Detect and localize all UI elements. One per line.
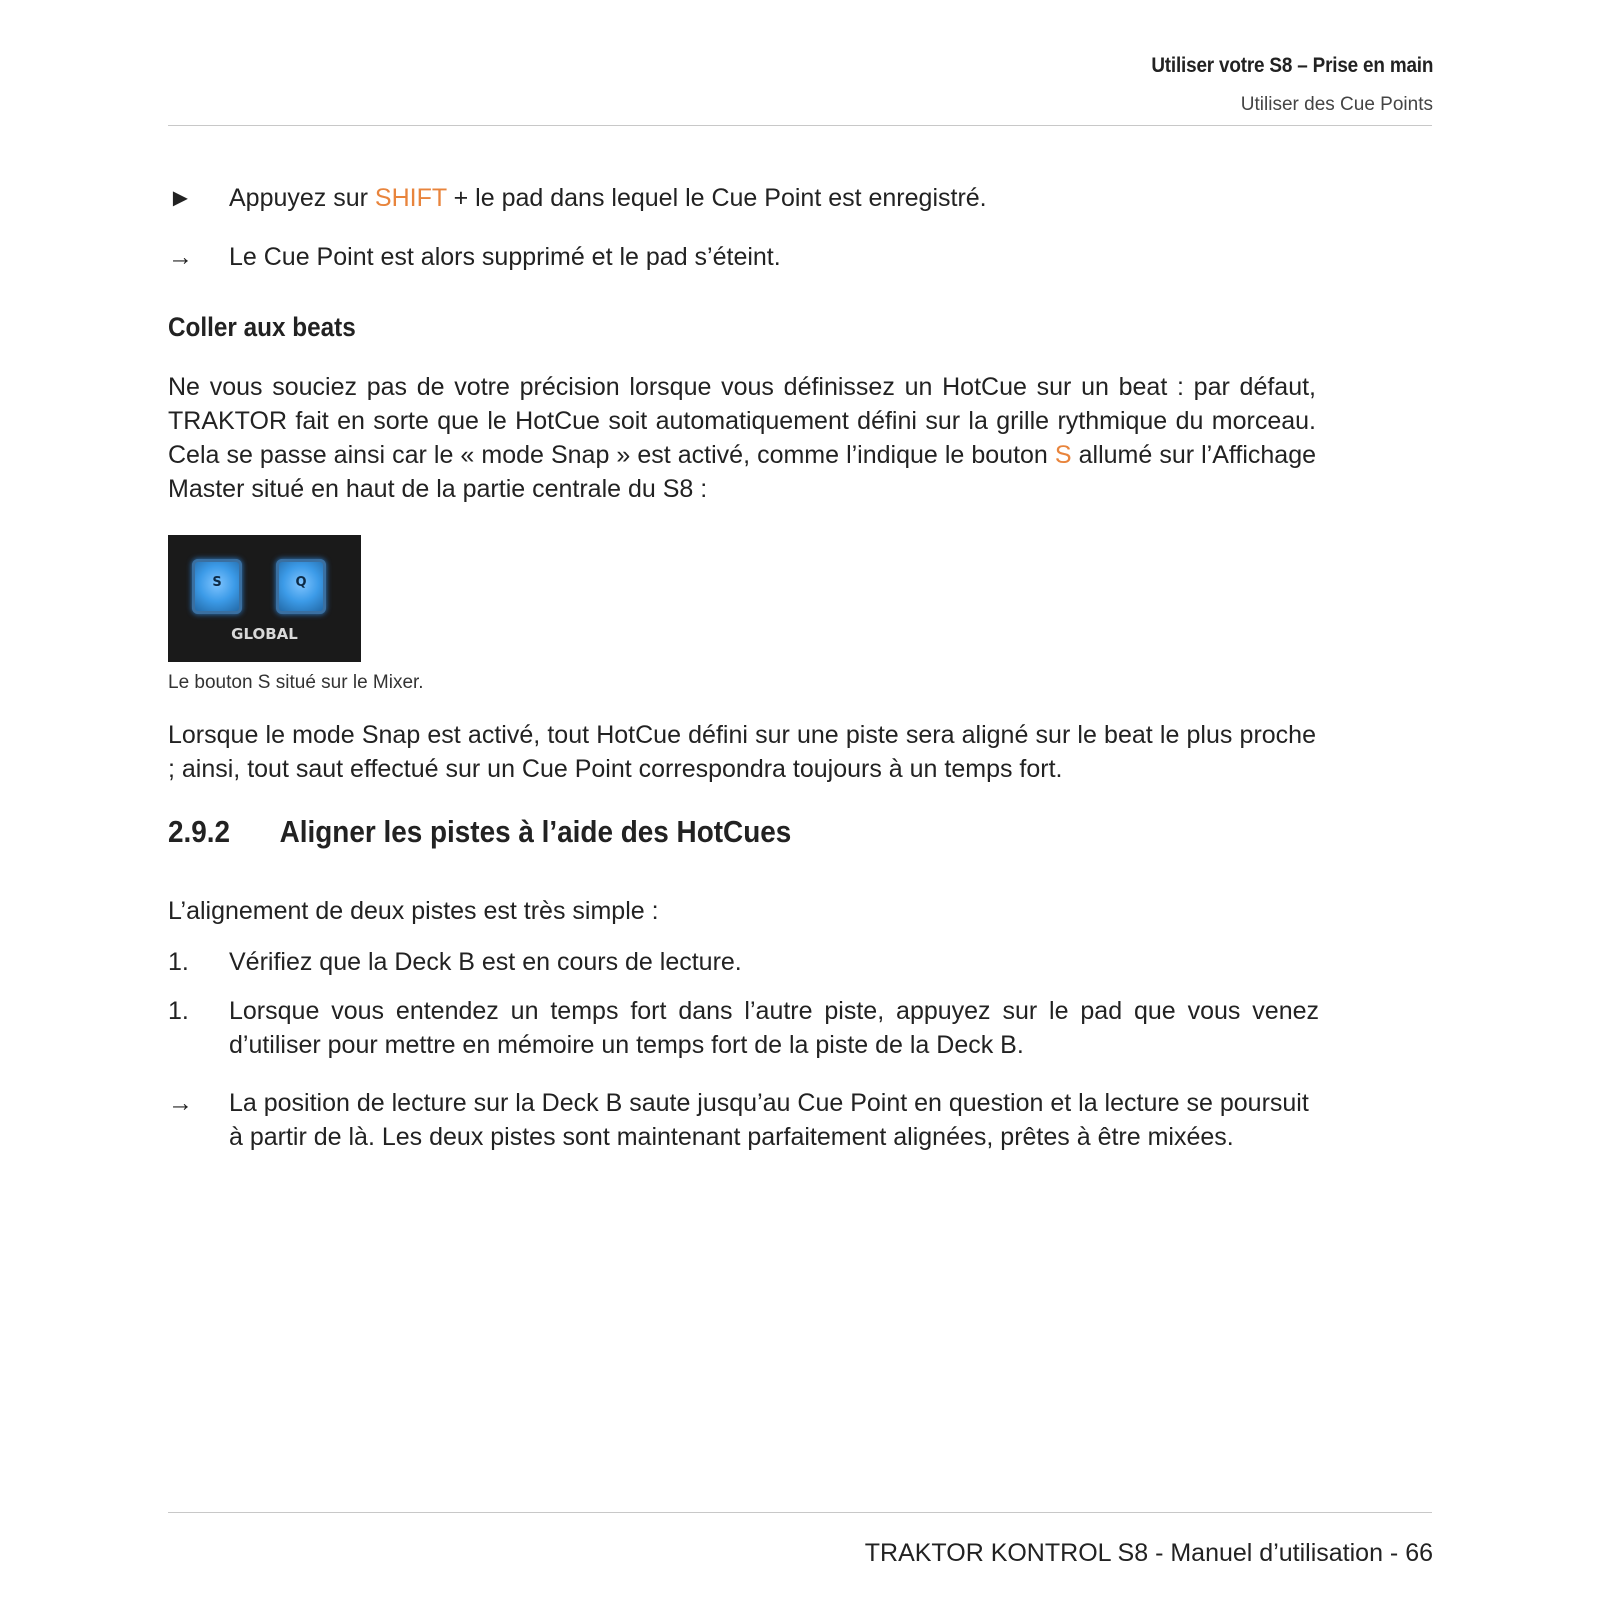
list-item: Vérifiez que la Deck B est en cours de lecture. <box>229 948 742 976</box>
snap-paragraph: Ne vous souciez pas de votre précision lorsque vous définissez un HotCue sur un beat : par défaut, TRAKTOR fait en sorte que le HotCue soit automatiquement défini sur la grille rythmique du morceau. Cela se passe ainsi car le « mode Snap » est activé, comme l’indique le bouton S allumé sur l’Affichage Master situé en haut de la partie centrale du S8 : <box>168 373 1316 503</box>
list-item: Lorsque vous entendez un temps fort dans l’autre piste, appuyez sur le pad que vous venez d’utiliser pour mettre en mémoire un temps fort de la piste de la Deck B. <box>229 997 1319 1059</box>
footer-divider <box>168 1512 1432 1513</box>
page-footer: TRAKTOR KONTROL S8 - Manuel d’utilisation - 66 <box>864 1539 1433 1567</box>
running-header-subtitle: Utiliser des Cue Points <box>1240 94 1433 115</box>
section-number: 2.9.2 <box>168 814 231 849</box>
step-result: Le Cue Point est alors supprimé et le pad s’éteint. <box>229 243 781 271</box>
global-buttons-figure <box>168 535 361 662</box>
snap-button-image: S <box>192 559 242 614</box>
list-result: La position de lecture sur la Deck B saute jusqu’au Cue Point en question et la lecture se poursuit à partir de là. Les deux pistes sont maintenant parfaitement alignées, prêtes à être mixées. <box>229 1089 1309 1151</box>
step-arrow-marker: ► <box>168 184 193 212</box>
list-marker: 1. <box>168 997 189 1025</box>
shift-key-label: SHIFT <box>374 184 447 212</box>
running-header-title: Utiliser votre S8 – Prise en main <box>1151 54 1433 77</box>
section-heading-align <box>168 814 791 850</box>
section-title: Aligner les pistes à l’aide des HotCues <box>279 814 792 849</box>
align-intro: L’alignement de deux pistes est très simple : <box>168 897 659 925</box>
list-marker: 1. <box>168 948 189 976</box>
header-divider <box>168 125 1432 126</box>
quantize-button-image: Q <box>276 559 326 614</box>
step-instruction: Appuyez sur SHIFT + le pad dans lequel le Cue Point est enregistré. <box>229 184 987 212</box>
result-arrow-marker: → <box>168 243 193 271</box>
figure-global-label: GLOBAL <box>231 625 298 643</box>
section-heading-snap: Coller aux beats <box>168 312 356 342</box>
figure-caption: Le bouton S situé sur le Mixer. <box>168 672 424 693</box>
snap-paragraph-2: Lorsque le mode Snap est activé, tout HotCue défini sur une piste sera aligné sur le beat le plus proche ; ainsi, tout saut effectué sur un Cue Point correspondra toujours à un temps fort. <box>168 721 1316 783</box>
snap-button-label: S <box>1054 441 1072 469</box>
result-arrow-marker: → <box>168 1089 193 1117</box>
